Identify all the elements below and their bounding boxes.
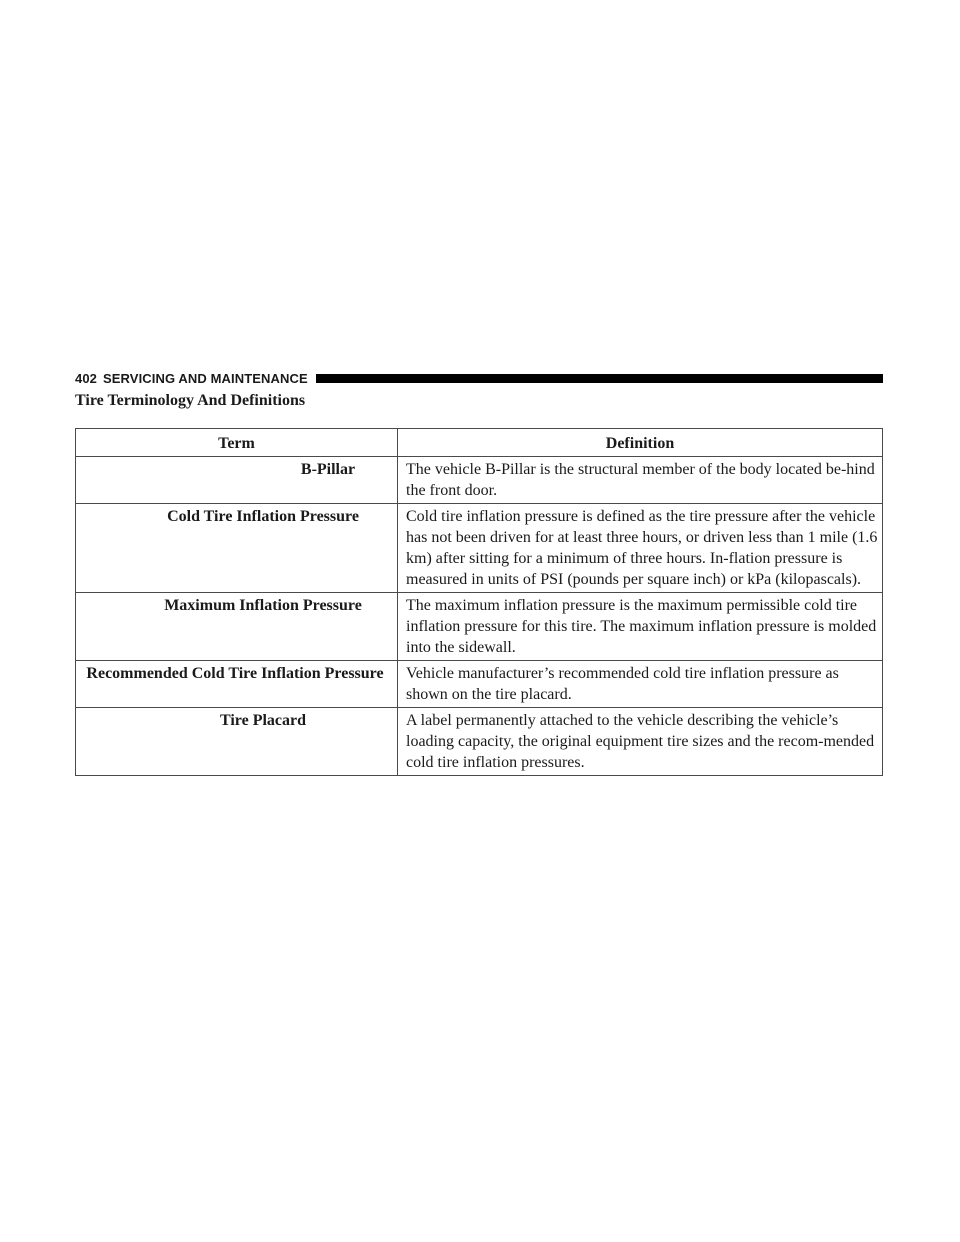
definition-cell [398,708,883,776]
section-name: SERVICING AND MAINTENANCE [103,370,308,386]
definition-cold-tire-inflation-pressure: Cold tire inflation pressure is defined as the tire pressure after the vehicle has not been driven for at least three hours, or driven less than 1 mile (1.6 km) after sitting for a minimum of three hours. In-flation pressure is measured in units of PSI (pounds per square inch) or kPa (kilopascals). [406,508,878,588]
term-tire-placard: Tire Placard [219,712,307,729]
column-header-term: Term [76,429,398,457]
column-header-definition: Definition [398,429,883,457]
table-row [76,457,883,504]
term-cell [76,504,398,593]
definition-cell [398,593,883,661]
term-cold-tire-inflation-pressure: Cold Tire Inflation Pressure [167,508,359,525]
tire-terminology-table [75,428,883,776]
table-header-row [76,429,883,457]
definition-cell [398,504,883,593]
running-header [75,369,883,387]
term-cell [76,708,398,776]
term-b-pillar: B-Pillar [300,461,356,478]
page-number: 402 [75,370,97,386]
table-row [76,708,883,776]
section-title: Tire Terminology And Definitions [75,392,306,409]
term-cell [76,661,398,708]
term-cell [76,457,398,504]
term-cell [76,593,398,661]
definition-maximum-inflation-pressure: The maximum inflation pressure is the maximum permissible cold tire inflation pressure for this tire. The maximum inflation pressure is molded into the sidewall. [406,597,877,656]
term-maximum-inflation-pressure: Maximum Inflation Pressure [164,597,362,614]
definition-b-pillar: The vehicle B-Pillar is the structural member of the body located be-hind the front door. [406,461,875,499]
definition-cell [398,457,883,504]
definition-recommended-cold-tire-inflation-pressure: Vehicle manufacturer’s recommended cold tire inflation pressure as shown on the tire placard. [406,665,839,703]
table-row [76,661,883,708]
table-row [76,504,883,593]
definition-cell [398,661,883,708]
header-rule [316,374,883,383]
definition-tire-placard: A label permanently attached to the vehicle describing the vehicle’s loading capacity, the original equipment tire sizes and the recom-mended cold tire inflation pressures. [406,712,875,771]
term-recommended-cold-tire-inflation-pressure: Recommended Cold Tire Inflation Pressure [86,665,384,682]
table-row [76,593,883,661]
